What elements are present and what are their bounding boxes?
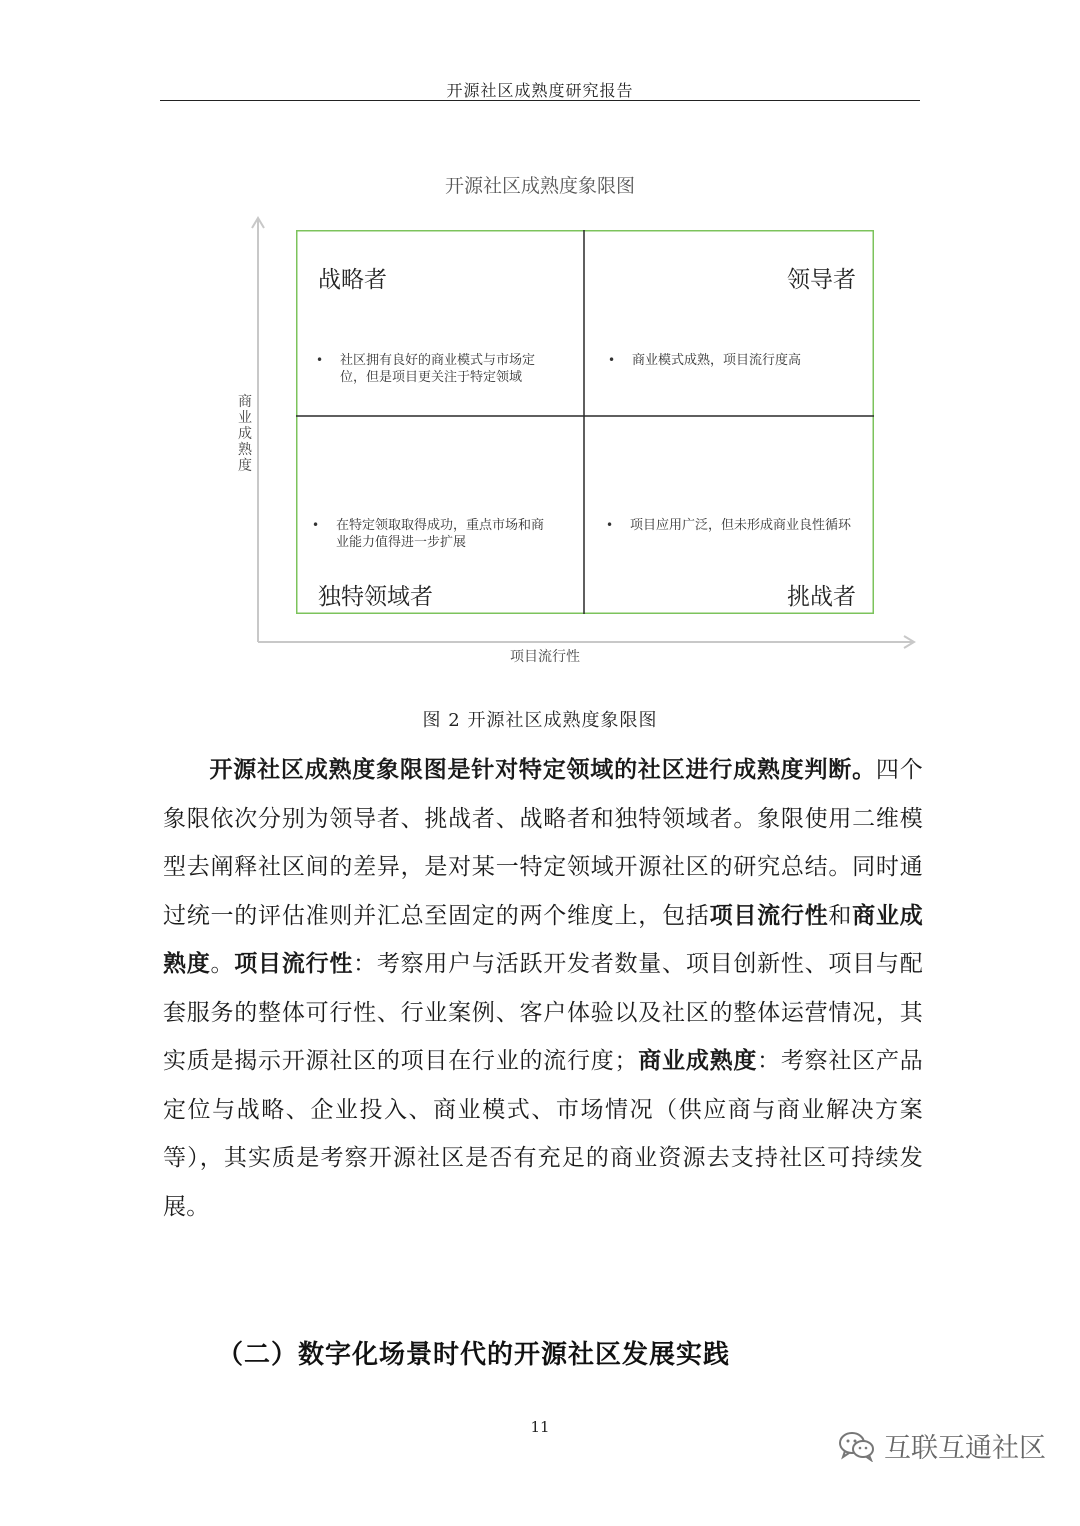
quadrant-label-niche: 独特领域者 (318, 584, 433, 610)
bullet-text: 在特定领取取得成功，重点市场和商业能力值得进一步扩展 (336, 518, 545, 550)
quadrant-label-strategist: 战略者 (318, 267, 387, 293)
sentence-period: 。 (210, 951, 235, 977)
quadrant-label-leader: 领导者 (787, 267, 856, 293)
bullet-dot: • (606, 518, 614, 532)
lead-sentence: 开源社区成熟度象限图是针对特定领域的社区进行成熟度判断。 (209, 757, 876, 783)
quadrant-bullet-leader (608, 352, 848, 369)
bullet-dot: • (316, 353, 324, 367)
bullet-text: 社区拥有良好的商业模式与市场定位，但是项目更关注于特定领域 (340, 353, 536, 385)
definition-term-maturity: 商业成熟度 (637, 1048, 758, 1074)
dimension-popularity: 项目流行性 (709, 902, 829, 929)
dimension-maturity: 商业成熟度 (163, 902, 923, 977)
conjunction: 和 (828, 902, 853, 929)
page-number: 11 (530, 1418, 550, 1436)
y-axis-label: 商业成熟度 (238, 394, 252, 474)
quadrant-bullet-challenger (606, 517, 862, 534)
definition-term-popularity: 项目流行性 (234, 951, 354, 977)
wechat-icon (838, 1430, 876, 1462)
watermark-text: 互联互通社区 (884, 1433, 1046, 1464)
body-text-1: 四个象限依次分别为领导者、挑战者、战略者和独特领域者。象限使用二维模型去阐释社区间的差异，是对某一特定领域开源社区的研究总结。同时通过统一的评估准则并汇总至固定的两个维度上，包括 (163, 757, 923, 929)
header-rule (160, 100, 920, 101)
quadrant-bullet-niche (312, 517, 552, 551)
bullet-text: 项目应用广泛，但未形成商业良性循环 (630, 518, 852, 533)
definition-text-popularity: ：考察用户与活跃开发者数量、项目创新性、项目与配套服务的整体可行性、行业案例、客户体验以及社区的整体运营情况，其实质是揭示开源社区的项目在行业的流行度； (163, 951, 923, 1074)
bullet-dot: • (312, 518, 320, 532)
quadrant-label-challenger: 挑战者 (787, 584, 856, 610)
section-heading: （二）数字化场景时代的开源社区发展实践 (217, 1340, 731, 1370)
definition-text-maturity: ：考察社区产品定位与战略、企业投入、商业模式、市场情况（供应商与商业解决方案等），其实质是考察开源社区是否有充足的商业资源去支持社区可持续发展。 (163, 1048, 924, 1220)
body-paragraph (163, 746, 923, 1231)
running-header: 开源社区成熟度研究报告 (446, 81, 634, 100)
figure-caption: 图 2 开源社区成熟度象限图 (422, 710, 658, 731)
bullet-text: 商业模式成熟，项目流行度高 (632, 353, 802, 368)
watermark (838, 1426, 1046, 1465)
quadrant-bullet-strategist (316, 352, 548, 386)
diagram-title: 开源社区成熟度象限图 (444, 175, 635, 197)
bullet-dot: • (608, 353, 616, 367)
x-axis-label: 项目流行性 (510, 649, 580, 665)
